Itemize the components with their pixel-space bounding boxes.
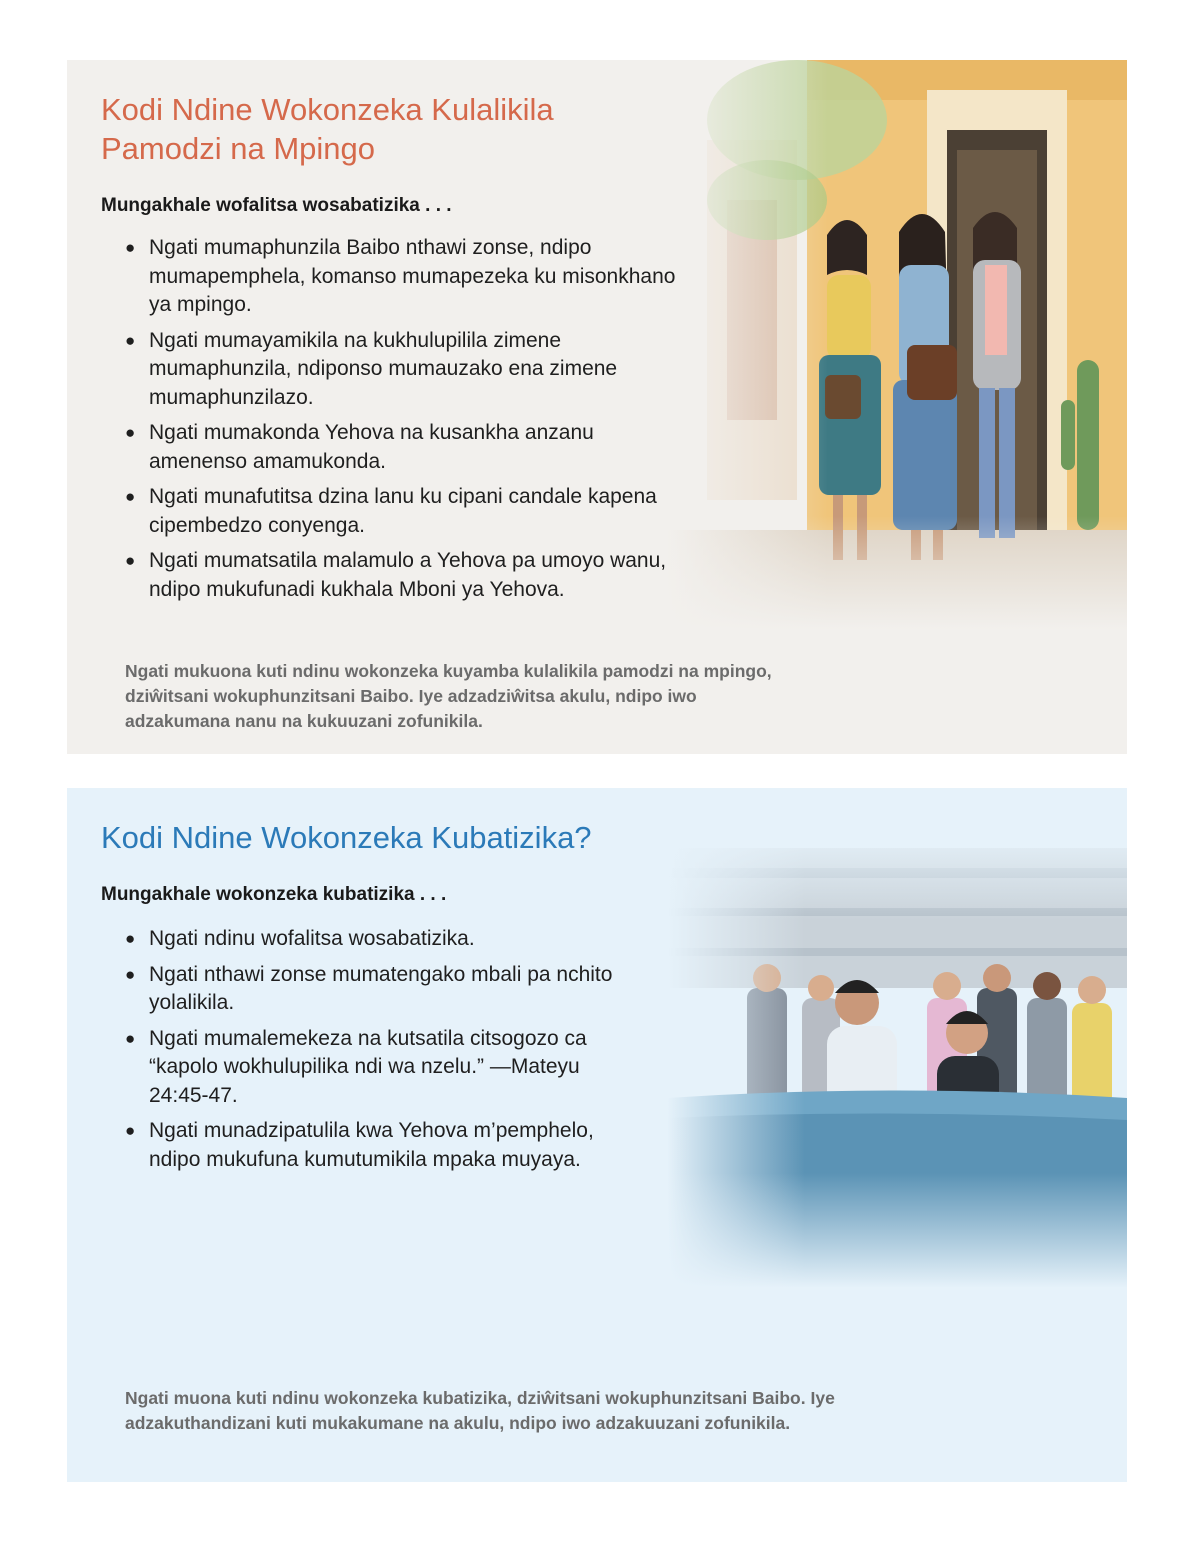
- baptism-illustration: [667, 828, 1127, 1288]
- section-lead: Mungakhale wokonzeka kubatizika . . .: [101, 884, 447, 905]
- bullet-icon: ●: [125, 551, 136, 570]
- list-item: [125, 1025, 645, 1111]
- doorway-conversation-illustration: [667, 60, 1127, 630]
- ministry-readiness-panel: [67, 60, 1127, 754]
- list-item-text: Ngati mumayamikila na kukhulupilila zimene mumaphunzila, ndiponso mumauzako ena zimene mumaphunzilazo.: [149, 328, 618, 409]
- list-item-text: Ngati nthawi zonse mumatengako mbali pa nchito yolalikila.: [149, 962, 613, 1014]
- list-item: [125, 483, 685, 540]
- list-item-text: Ngati ndinu wofalitsa wosabatizika.: [149, 927, 475, 950]
- bullet-icon: ●: [125, 238, 136, 257]
- list-item: [125, 547, 685, 604]
- list-item-text: Ngati mumaphunzila Baibo nthawi zonse, ndipo mumapemphela, komanso mumapezeka ku misonkhano ya mpingo.: [149, 236, 676, 316]
- list-item-text: Ngati munafutitsa dzina lanu ku cipani candale kapena cipembedzo conyenga.: [149, 485, 657, 537]
- list-item: [125, 925, 645, 954]
- list-item: [125, 1117, 645, 1174]
- section-footer-note: Ngati muona kuti ndinu wokonzeka kubatizika, dziŵitsani wokuphunzitsani Baibo. Iye adzakuthandizani kuti mukakumane na akulu, ndipo iwo adzakuuzani zofunikila.: [125, 1388, 835, 1433]
- bullet-icon: ●: [125, 964, 136, 984]
- list-item: [125, 234, 685, 320]
- requirements-list: [125, 234, 685, 611]
- list-item-text: Ngati mumakonda Yehova na kusankha anzanu amenenso amamukonda.: [149, 421, 594, 473]
- list-item: [125, 327, 685, 413]
- bullet-icon: ●: [125, 1121, 136, 1140]
- list-item: [125, 419, 685, 476]
- requirements-list: [125, 925, 645, 1181]
- bullet-icon: ●: [125, 1028, 136, 1048]
- list-item-text: Ngati mumalemekeza na kutsatila citsogozo ca “kapolo wokhulupilika ndi wa nzelu.” —Mateyu 24:45-47.: [149, 1026, 587, 1107]
- bullet-icon: ●: [125, 929, 136, 948]
- list-item-text: Ngati mumatsatila malamulo a Yehova pa umoyo wanu, ndipo mukufunadi kukhala Mboni ya Yehova.: [149, 549, 667, 601]
- list-item-text: Ngati munadzipatulila kwa Yehova m’pemphelo, ndipo mukufuna kumutumikila mpaka muyaya.: [149, 1119, 594, 1171]
- bullet-icon: ●: [125, 487, 136, 506]
- baptism-readiness-panel: [67, 788, 1127, 1482]
- bullet-icon: ●: [125, 330, 136, 350]
- section-footer-note: Ngati mukuona kuti ndinu wokonzeka kuyamba kulalikila pamodzi na mpingo, dziŵitsani wokuphunzitsani Baibo. Iye adzadziŵitsa akulu, ndipo iwo adzakumana nanu na kukuuzani zofunikila.: [125, 661, 772, 731]
- list-item: [125, 961, 645, 1018]
- section-title: Kodi Ndine Wokonzeka Kubatizika?: [101, 820, 592, 855]
- bullet-icon: ●: [125, 423, 136, 442]
- section-lead: Mungakhale wofalitsa wosabatizika . . .: [101, 195, 452, 216]
- section-title: Kodi Ndine Wokonzeka Kulalikila Pamodzi na Mpingo: [101, 92, 554, 166]
